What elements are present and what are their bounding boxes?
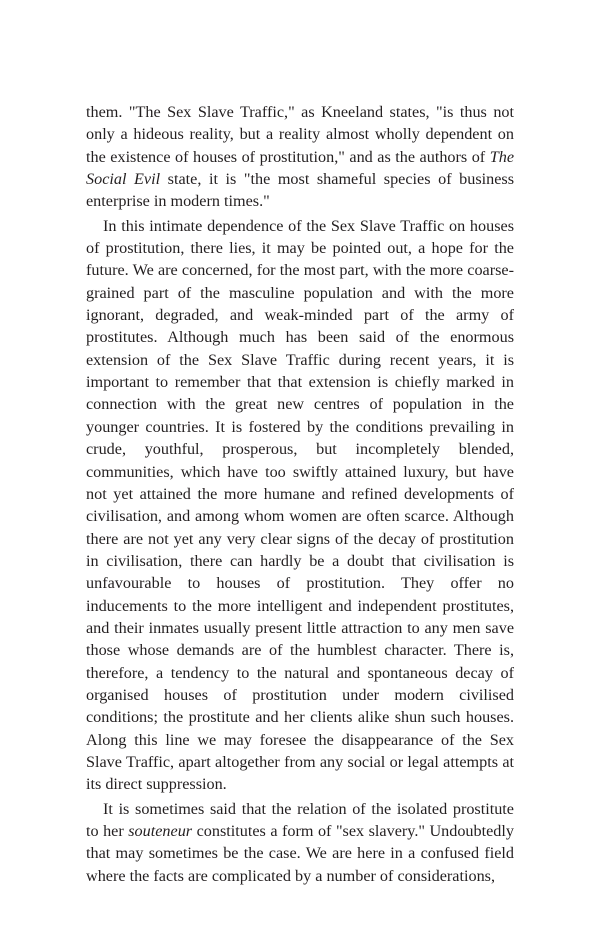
book-title: The Social Evil (86, 147, 514, 189)
paragraph-continuation (86, 101, 514, 213)
text-segment: constitutes a form of "sex slavery." Undoubtedly that may sometimes be the case. We are here in a confused field where the facts are complicated by a number of considerations, (86, 822, 514, 885)
text-segment: state, it is "the most shameful species of business enterprise in modern times." (86, 170, 515, 211)
page-body (86, 101, 514, 887)
paragraph: In this intimate dependence of the Sex Slave Traffic on houses of prostitution, there lies, it may be pointed out, a hope for the future. We are concerned, for the most part, with the more coarse-grained part of the masculine population and with the more ignorant, degraded, and weak-minded part of the army of prostitutes. Although much has been said of the enormous extension of the Sex Slave Traffic during recent years, it is important to remember that that extension is chiefly marked in connection with the great new centres of population in the younger countries. It is fostered by the conditions prevailing in crude, youthful, prosperous, but incompletely blended, communities, which have too swiftly attained luxury, but have not yet attained the more humane and refined developments of civilisation, and among whom women are often scarce. Although there are not yet any very clear signs of the decay of prostitution in civilisation, there can hardly be a doubt that civilisation is unfavourable to houses of prostitution. They offer no inducements to the more intelligent and independent prostitutes, and their inmates usually present little attraction to any men save those whose demands are of the humblest character. There is, therefore, a tendency to the natural and spontaneous decay of organised houses of prostitution under modern civilised conditions; the prostitute and her clients alike shun such houses. Along this line we may foresee the disappearance of the Sex Slave Traffic, apart altogether from any social or legal attempts at its direct suppression. (86, 216, 514, 794)
paragraph (86, 798, 514, 887)
text-segment: It is sometimes said that the relation of the isolated prostitute to her (86, 799, 514, 840)
italic-term: souteneur (128, 822, 193, 840)
text-segment: them. "The Sex Slave Traffic," as Kneeland states, "is thus not only a hideous reality, but a reality almost wholly dependent on the existence of houses of prostitution," and as the authors of (86, 103, 514, 166)
